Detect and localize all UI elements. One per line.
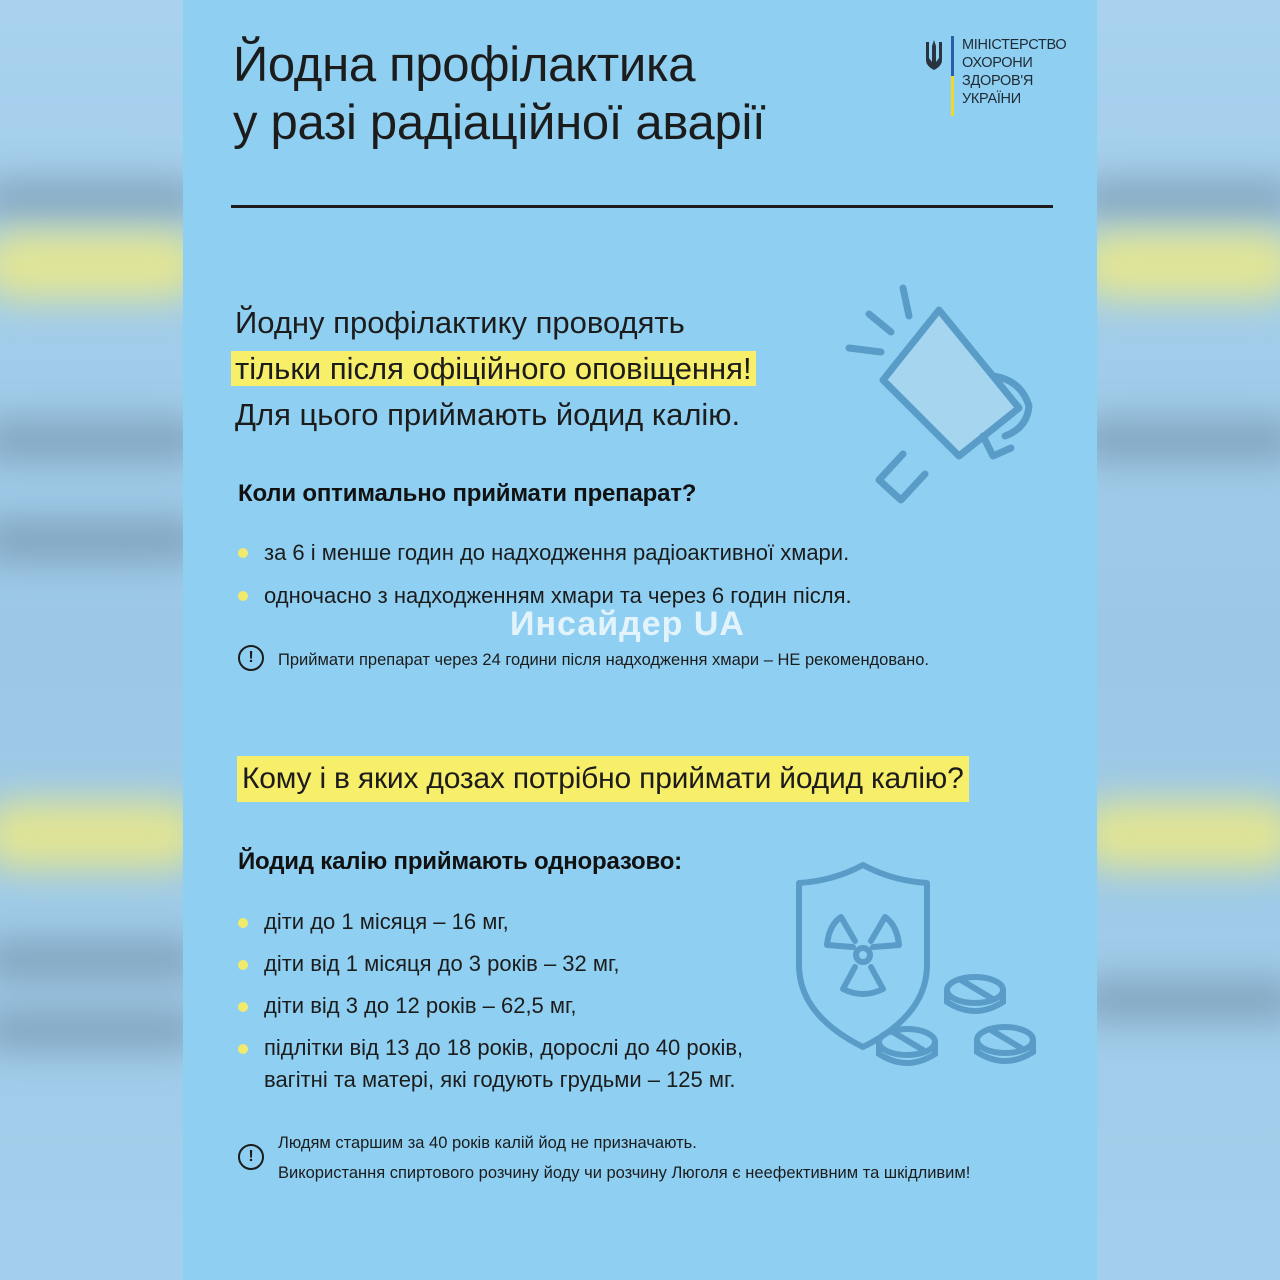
list-item: одночасно з надходженням хмари та через 6 годин після.	[238, 579, 852, 622]
list-item: діти до 1 місяця – 16 мг,	[238, 906, 743, 938]
intro-highlight: тільки після офіційного оповіщення!	[231, 351, 756, 386]
list-item: діти від 1 місяця до 3 років – 32 мг,	[238, 948, 743, 980]
ministry-name-line-1: МІНІСТЕРСТВО	[962, 37, 1067, 53]
intro-line-1: Йодну профілактику проводять	[235, 305, 685, 340]
ministry-logo	[923, 36, 1066, 116]
infographic-card	[183, 0, 1097, 1280]
timing-heading: Коли оптимально приймати препарат?	[238, 480, 697, 507]
title-line-2: у разі радіаційної аварії	[233, 96, 766, 150]
doses-note-line-2: Використання спиртового розчину йоду чи розчину Люголя є неефективним та шкідливим!	[278, 1164, 971, 1182]
title-divider	[231, 205, 1053, 208]
megaphone-icon	[843, 280, 1043, 510]
trident-icon	[923, 38, 945, 74]
list-item: за 6 і менше годин до надходження радіоактивної хмари.	[238, 536, 852, 579]
timing-note	[238, 645, 929, 675]
ministry-name-line-4: УКРАЇНИ	[962, 91, 1021, 107]
pills-icon	[871, 970, 1041, 1080]
ministry-name-line-2: ОХОРОНИ	[962, 55, 1033, 71]
ministry-name	[962, 36, 1066, 108]
list-item	[238, 1032, 743, 1096]
page-title	[233, 36, 765, 152]
doses-heading: Йодид калію приймають одноразово:	[238, 848, 682, 875]
doses-list	[238, 906, 743, 1106]
title-line-1: Йодна профілактика	[233, 38, 696, 92]
blurred-backdrop-right	[1097, 0, 1280, 1280]
blurred-backdrop-left	[0, 0, 183, 1280]
warning-icon: !	[238, 645, 264, 671]
dose-item-4-line-2: вагітні та матері, які годують грудьми – 125 мг.	[264, 1067, 736, 1092]
doses-note-line-1: Людям старшим за 40 років калій йод не призначають.	[278, 1134, 697, 1152]
warning-icon: !	[238, 1144, 264, 1170]
timing-note-text: Приймати препарат через 24 години після надходження хмари – НЕ рекомендовано.	[278, 651, 929, 669]
dose-item-4-line-1: підлітки від 13 до 18 років, дорослі до 40 років,	[264, 1035, 744, 1060]
doses-note	[238, 1128, 970, 1188]
ministry-name-line-3: ЗДОРОВ'Я	[962, 73, 1033, 89]
logo-divider	[951, 36, 954, 116]
list-item: діти від 3 до 12 років – 62,5 мг,	[238, 990, 743, 1022]
intro-line-3: Для цього приймають йодид калію.	[235, 397, 741, 432]
watermark: Инсайдер UA	[510, 605, 745, 643]
intro-text	[235, 300, 756, 438]
doses-question: Кому і в яких дозах потрібно приймати йодид калію?	[237, 756, 969, 802]
